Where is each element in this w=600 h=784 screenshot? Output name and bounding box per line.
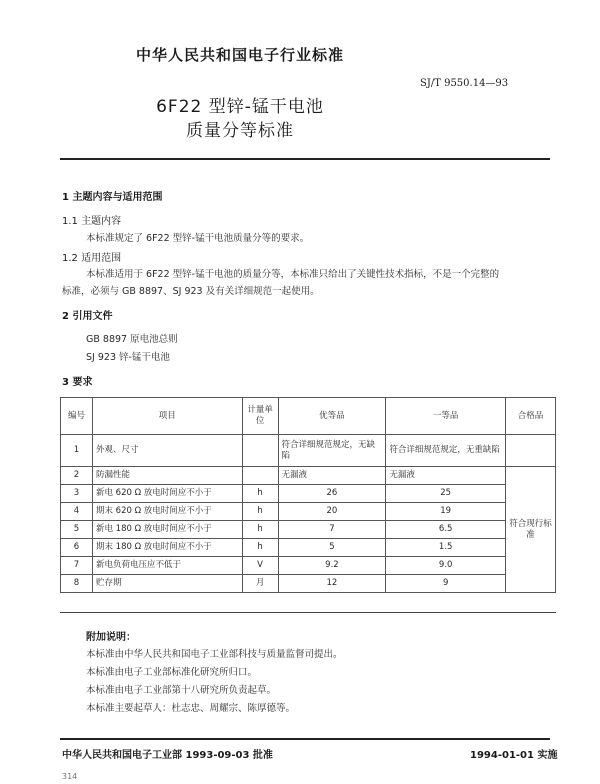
reference-sj923: SJ 923 锌-锰干电池 bbox=[86, 352, 170, 363]
table-row bbox=[61, 575, 556, 593]
qualified-merged-cell: 符合现行标准 bbox=[506, 467, 556, 593]
section-1-2-text-line1: 本标准适用于 6F22 型锌-锰干电池的质量分等，本标准只给出了关键性技术指标，不是一个完整的 bbox=[86, 269, 500, 280]
row-qualified-empty bbox=[506, 435, 556, 467]
row-unit: h bbox=[242, 539, 278, 557]
row-item: 期末 180 Ω 放电时间应不小于 bbox=[92, 539, 242, 557]
standard-code: SJ/T 9550.14—93 bbox=[420, 78, 509, 89]
row-number: 5 bbox=[61, 521, 93, 539]
section-1-1-text: 本标准规定了 6F22 型锌-锰干电池质量分等的要求。 bbox=[86, 233, 310, 244]
row-excellent: 7 bbox=[278, 521, 386, 539]
additional-note-4: 本标准主要起草人：杜志忠、周耀宗、陈厚德等。 bbox=[86, 703, 296, 714]
document-title-line1: 6F22 型锌-锰干电池 bbox=[156, 97, 324, 117]
row-number: 7 bbox=[61, 557, 93, 575]
row-unit: h bbox=[242, 521, 278, 539]
table-row bbox=[61, 435, 556, 467]
row-item: 新电负荷电压应不低于 bbox=[92, 557, 242, 575]
row-item: 新电 180 Ω 放电时间应不小于 bbox=[92, 521, 242, 539]
section-1-2-heading: 1.2 适用范围 bbox=[62, 253, 122, 264]
row-excellent: 9.2 bbox=[278, 557, 386, 575]
header-excellent: 优等品 bbox=[278, 398, 386, 435]
row-first-class: 25 bbox=[386, 485, 506, 503]
row-number: 8 bbox=[61, 575, 93, 593]
row-unit: h bbox=[242, 485, 278, 503]
reference-gb8897: GB 8897 原电池总则 bbox=[86, 334, 178, 345]
row-unit: 月 bbox=[242, 575, 278, 593]
table-row bbox=[61, 539, 556, 557]
row-number: 1 bbox=[61, 435, 93, 467]
table-bottom-divider bbox=[60, 612, 556, 613]
section-1-heading: 1 主题内容与适用范围 bbox=[62, 192, 163, 203]
row-first-class: 9 bbox=[386, 575, 506, 593]
row-item: 贮存期 bbox=[92, 575, 242, 593]
table-row bbox=[61, 557, 556, 575]
additional-note-2: 本标准由电子工业部标准化研究所归口。 bbox=[86, 667, 258, 678]
row-first-class: 无漏液 bbox=[386, 467, 506, 485]
row-item: 新电 620 Ω 放电时间应不小于 bbox=[92, 485, 242, 503]
row-first-class: 9.0 bbox=[386, 557, 506, 575]
table-row bbox=[61, 521, 556, 539]
header-unit: 计量单位 bbox=[242, 398, 278, 435]
row-item: 期末 620 Ω 放电时间应不小于 bbox=[92, 503, 242, 521]
row-number: 2 bbox=[61, 467, 93, 485]
row-unit bbox=[242, 467, 278, 485]
row-first-class: 19 bbox=[386, 503, 506, 521]
row-unit: V bbox=[242, 557, 278, 575]
requirements-table bbox=[60, 397, 556, 593]
row-number: 6 bbox=[61, 539, 93, 557]
row-excellent: 20 bbox=[278, 503, 386, 521]
page-number: 314 bbox=[62, 772, 78, 781]
implementation-date: 1994-01-01 实施 bbox=[470, 750, 558, 761]
additional-note-1: 本标准由中华人民共和国电子工业部科技与质量监督司提出。 bbox=[86, 649, 343, 660]
industry-standard-title: 中华人民共和国电子行业标准 bbox=[136, 46, 345, 64]
row-excellent: 无漏液 bbox=[278, 467, 386, 485]
row-number: 4 bbox=[61, 503, 93, 521]
approval-line: 中华人民共和国电子工业部 1993-09-03 批准 bbox=[62, 750, 273, 761]
row-excellent: 5 bbox=[278, 539, 386, 557]
row-excellent: 符合详细规范规定，无缺陷 bbox=[278, 435, 386, 467]
row-first-class: 1.5 bbox=[386, 539, 506, 557]
header-first-class: 一等品 bbox=[386, 398, 506, 435]
section-2-heading: 2 引用文件 bbox=[62, 311, 113, 322]
row-first-class: 6.5 bbox=[386, 521, 506, 539]
table-row bbox=[61, 485, 556, 503]
footer-divider bbox=[60, 738, 550, 740]
header-number: 编号 bbox=[61, 398, 93, 435]
table-row bbox=[61, 503, 556, 521]
row-first-class: 符合详细规范规定，无重缺陷 bbox=[386, 435, 506, 467]
row-excellent: 12 bbox=[278, 575, 386, 593]
row-item: 外观、尺寸 bbox=[92, 435, 242, 467]
header-divider bbox=[60, 158, 550, 160]
table-header-row bbox=[61, 398, 556, 435]
row-unit bbox=[242, 435, 278, 467]
row-item: 防漏性能 bbox=[92, 467, 242, 485]
header-item: 项目 bbox=[92, 398, 242, 435]
section-3-heading: 3 要求 bbox=[62, 377, 93, 388]
additional-notes-title: 附加说明： bbox=[86, 632, 136, 643]
row-number: 3 bbox=[61, 485, 93, 503]
additional-note-3: 本标准由电子工业部第十八研究所负责起草。 bbox=[86, 685, 277, 696]
section-1-2-text-line2: 标准，必须与 GB 8897、SJ 923 及有关详细规范一起使用。 bbox=[62, 286, 320, 297]
header-qualified: 合格品 bbox=[506, 398, 556, 435]
section-1-1-heading: 1.1 主题内容 bbox=[62, 216, 122, 227]
table-row bbox=[61, 467, 556, 485]
row-excellent: 26 bbox=[278, 485, 386, 503]
row-unit: h bbox=[242, 503, 278, 521]
document-title-line2: 质量分等标准 bbox=[186, 121, 294, 141]
